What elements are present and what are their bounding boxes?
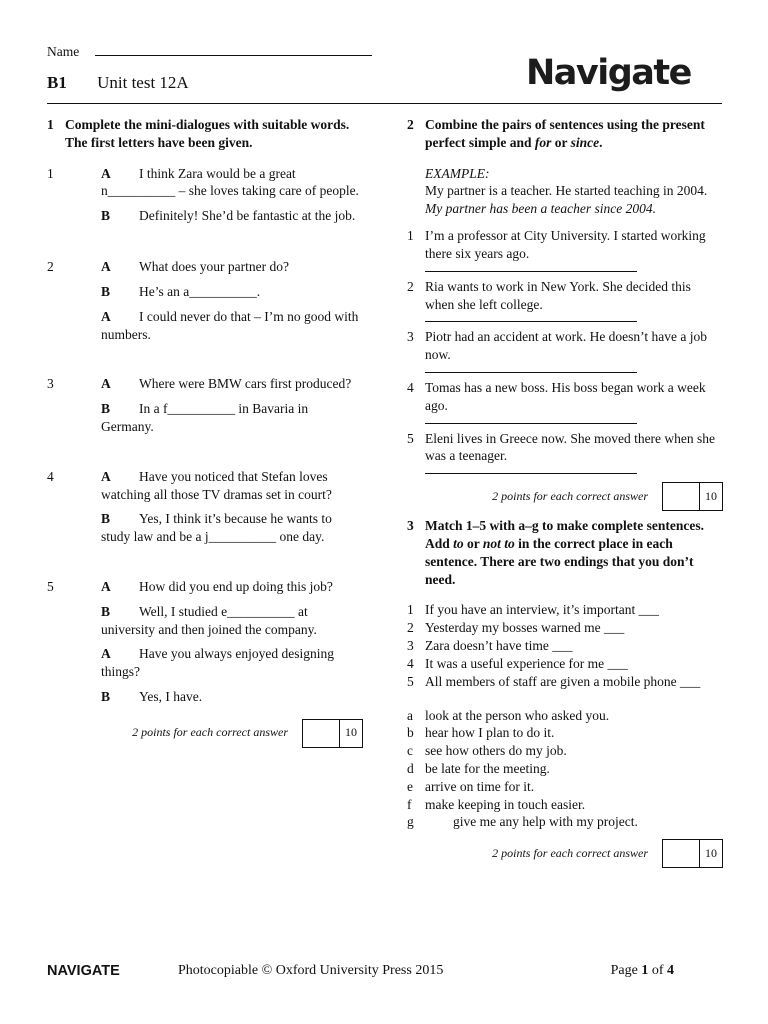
exercise-number: 3 [407, 518, 414, 534]
item-number: 5 [47, 579, 54, 594]
speaker-label: B [101, 603, 111, 619]
speaker-label: B [101, 689, 111, 705]
answer-line[interactable] [425, 263, 637, 272]
item-number: 1 [407, 228, 414, 244]
score-entry-field[interactable] [303, 720, 340, 747]
dialogue-text: Yes, I have. [139, 689, 203, 705]
dialogue-line [101, 645, 363, 681]
dialogue-line [101, 258, 363, 276]
score-box-row [407, 482, 723, 511]
dialogue-text: In a f__________ in Bavaria in Germany. [101, 401, 309, 434]
dialogue-item [47, 468, 363, 553]
page-footer [47, 962, 722, 982]
score-note: 2 points for each correct answer [492, 845, 648, 860]
sentence-ending: e arrive on time for it. [407, 778, 535, 794]
score-note: 2 points for each correct answer [492, 488, 648, 503]
exercise-1 [47, 116, 363, 748]
item-text: Tomas has a new boss. His boss began work a week ago. [425, 379, 706, 413]
sentence-ending: c see how others do my job. [407, 743, 567, 759]
dialogue-text: I think Zara would be a great n__________ – she loves taking care of people. [101, 165, 359, 199]
score-max: 10 [705, 845, 717, 860]
sentence-start: 5 All members of staff are given a mobile phone ___ [407, 673, 701, 689]
test-title: Unit test 12A [97, 73, 189, 92]
dialogue-text: Have you always enjoyed designing things? [101, 646, 334, 680]
item-text: Piotr had an accident at work. He doesn’t have a job now. [425, 329, 708, 363]
dialogue-text: Definitely! She’d be fantastic at the job. [139, 208, 356, 224]
sentence-ending: f make keeping in touch easier. [407, 796, 586, 812]
dialogue-text: He’s an a__________. [139, 283, 261, 299]
item-number: 2 [47, 259, 54, 275]
dialogue-line [101, 375, 363, 393]
dialogue-text: I could never do that – I’m no good with numbers. [101, 308, 359, 342]
dialogue-line [101, 510, 363, 546]
example-text: My partner is a teacher. He started teaching in 2004. [425, 183, 708, 199]
footer-copyright: Photocopiable © Oxford University Press 2015 [178, 963, 444, 978]
exercise-number: 1 [47, 117, 54, 132]
exercise-2-heading [407, 116, 723, 152]
speaker-label: B [101, 208, 111, 224]
dialogue-line [101, 283, 363, 301]
score-box [662, 482, 723, 511]
dialogue-text: Yes, I think it’s because he wants to study law and be a j__________ one day. [101, 511, 332, 545]
combine-item [407, 328, 723, 364]
exercise-instruction: Combine the pairs of sentences using the present perfect simple and for or since. [425, 117, 705, 150]
combine-item [407, 278, 723, 314]
score-entry-field[interactable] [663, 840, 700, 867]
speaker-label: A [101, 376, 111, 392]
dialogue-line [101, 468, 363, 504]
sentence-ending: b hear how I plan to do it. [407, 725, 555, 741]
score-box [302, 719, 363, 748]
item-number: 4 [47, 468, 54, 484]
name-input-line[interactable] [95, 43, 372, 56]
dialogue-item [47, 578, 363, 713]
sentence-endings-list [407, 707, 723, 832]
example-block [425, 165, 723, 218]
speaker-label: B [101, 511, 111, 527]
dialogue-line [101, 207, 363, 225]
combine-item [407, 430, 723, 466]
sentence-start: 2 Yesterday my bosses warned me ___ [407, 620, 625, 636]
answer-line[interactable] [425, 313, 637, 322]
dialogue-item [47, 165, 363, 232]
exercise-instruction: Complete the mini-dialogues with suitable words. The first letters have been given. [65, 117, 350, 150]
dialogue-line [101, 400, 363, 436]
combine-item [407, 227, 723, 263]
item-text: Ria wants to work in New York. She decided this when she left college. [425, 278, 691, 312]
sentence-start: 3 Zara doesn’t have time ___ [407, 638, 573, 654]
sentence-ending: d be late for the meeting. [407, 760, 550, 776]
speaker-label: B [101, 283, 111, 299]
dialogue-line [101, 603, 363, 639]
dialogue-line [101, 308, 363, 344]
dialogue-text: Well, I studied e__________ at university and then joined the company. [101, 603, 317, 637]
dialogue-line [101, 165, 363, 201]
item-number: 3 [407, 329, 414, 345]
sentence-start: 4 It was a useful experience for me ___ [407, 655, 628, 671]
page-indicator: Page 1 of 4 [610, 963, 674, 978]
item-number: 4 [407, 379, 414, 395]
speaker-label: A [101, 468, 111, 484]
dialogue-text: Have you noticed that Stefan loves watching all those TV dramas set in court? [101, 468, 332, 502]
speaker-label: A [101, 308, 111, 324]
score-max: 10 [705, 488, 717, 503]
speaker-label: A [101, 259, 111, 275]
score-box-row [407, 839, 723, 868]
answer-line[interactable] [425, 415, 637, 424]
combine-item [407, 379, 723, 415]
footer-brand: NAVIGATE [47, 963, 120, 979]
sentence-starts-list [407, 601, 723, 690]
item-number: 2 [407, 278, 414, 294]
test-header [47, 72, 189, 94]
level-label: B1 [47, 73, 67, 92]
name-label: Name [47, 44, 80, 59]
speaker-label: A [101, 579, 111, 594]
example-answer: My partner has been a teacher since 2004. [425, 201, 656, 217]
item-number: 5 [407, 430, 414, 446]
score-note: 2 points for each correct answer [132, 725, 288, 740]
score-max: 10 [345, 725, 357, 740]
dialogue-text: How did you end up doing this job? [139, 579, 333, 594]
speaker-label: B [101, 401, 111, 417]
item-text: I’m a professor at City University. I started working there six years ago. [425, 228, 706, 261]
item-text: Eleni lives in Greece now. She moved there when she was a teenager. [425, 430, 716, 464]
sentence-ending: a look at the person who asked you. [407, 707, 610, 723]
sentence-start: 1 If you have an interview, it’s important ___ [407, 602, 659, 618]
score-box-row [47, 719, 363, 748]
sentence-ending: g give me any help with my project. [407, 814, 638, 830]
answer-line[interactable] [425, 465, 637, 474]
exercise-3-heading [407, 517, 723, 588]
answer-line[interactable] [425, 364, 637, 373]
score-box [662, 839, 723, 868]
dialogue-item [47, 258, 363, 350]
example-label: EXAMPLE: [425, 165, 490, 181]
score-entry-field[interactable] [663, 483, 700, 510]
exercise-number: 2 [407, 117, 414, 132]
dialogue-line [101, 578, 363, 596]
dialogue-text: What does your partner do? [139, 259, 289, 275]
name-field-row [47, 43, 372, 61]
navigate-logo: Navigate [526, 53, 691, 93]
dialogue-item [47, 375, 363, 442]
item-number: 3 [47, 376, 54, 392]
item-number: 1 [47, 165, 54, 181]
right-column [407, 116, 723, 868]
exercise-instruction: Match 1–5 with a–g to make complete sentences. Add to or not to in the correct place in each sentence. There are two endings that you don’t need. [425, 518, 704, 587]
dialogue-line [101, 688, 363, 706]
exercise-1-heading [47, 116, 363, 152]
speaker-label: A [101, 646, 111, 662]
header-divider [47, 103, 722, 104]
dialogue-text: Where were BMW cars first produced? [139, 376, 352, 392]
speaker-label: A [101, 165, 111, 181]
